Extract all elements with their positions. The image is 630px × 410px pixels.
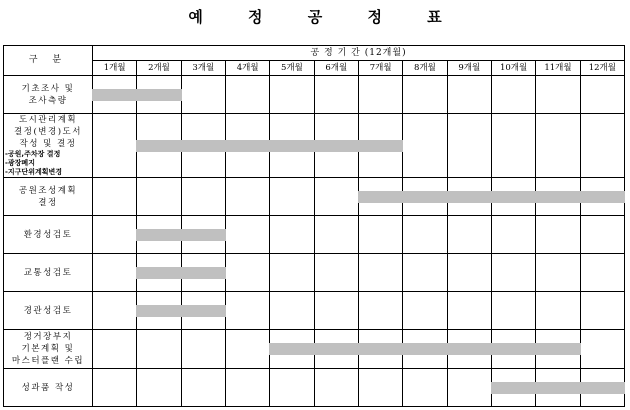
month-cell [403, 76, 447, 114]
schedule-bar [358, 140, 403, 152]
month-cell [93, 216, 137, 254]
schedule-bar [269, 343, 314, 355]
month-cell [181, 114, 225, 178]
page-title: 예 정 공 정 표 [188, 8, 462, 26]
month-cell [137, 292, 181, 330]
month-cell [314, 254, 358, 292]
schedule-bar [269, 140, 314, 152]
month-cell [491, 254, 535, 292]
month-cell [314, 216, 358, 254]
task-line: 결정 [38, 197, 58, 208]
schedule-bar [491, 382, 536, 394]
month-cell [270, 76, 314, 114]
table-row [4, 330, 625, 369]
month-cell [181, 76, 225, 114]
month-cell [137, 330, 181, 369]
month-cell [580, 292, 624, 330]
schedule-bar [314, 343, 359, 355]
schedule-bar [136, 267, 181, 279]
month-cell [181, 216, 225, 254]
month-cell [93, 114, 137, 178]
month-cell [93, 254, 137, 292]
month-cell [270, 292, 314, 330]
task-name [4, 330, 93, 369]
month-header-1: 1개월 [93, 61, 137, 76]
table-row [4, 369, 625, 407]
month-cell [225, 114, 269, 178]
month-cell [580, 216, 624, 254]
month-header-9: 9개월 [447, 61, 491, 76]
month-cell [536, 254, 580, 292]
month-cell [137, 369, 181, 407]
month-cell [491, 76, 535, 114]
month-cell [181, 178, 225, 216]
month-cell [225, 178, 269, 216]
table-row [4, 254, 625, 292]
schedule-bar [314, 140, 359, 152]
month-header-3: 3개월 [181, 61, 225, 76]
month-cell [403, 369, 447, 407]
month-cell [93, 178, 137, 216]
month-cell [270, 254, 314, 292]
schedule-bar [535, 343, 580, 355]
month-cell [270, 178, 314, 216]
task-line: 도시관리계획 [18, 115, 78, 125]
month-cell [181, 369, 225, 407]
schedule-table [3, 45, 625, 407]
schedule-bar [136, 140, 181, 152]
month-cell [491, 178, 535, 216]
month-cell [225, 216, 269, 254]
month-cell [314, 292, 358, 330]
month-header-8: 8개월 [403, 61, 447, 76]
schedule-bar [358, 343, 403, 355]
month-cell [225, 76, 269, 114]
schedule-bar [580, 191, 625, 203]
month-cell [358, 76, 402, 114]
task-line: 환경성검토 [23, 229, 73, 240]
schedule-bar [136, 305, 181, 317]
month-header-6: 6개월 [314, 61, 358, 76]
month-cell [447, 178, 491, 216]
schedule-bar [181, 267, 226, 279]
month-header-7: 7개월 [358, 61, 402, 76]
month-header-4: 4개월 [225, 61, 269, 76]
task-line: 마스터플랜 수립 [11, 356, 85, 366]
month-header-10: 10개월 [491, 61, 535, 76]
month-cell [358, 292, 402, 330]
schedule-bar [447, 191, 492, 203]
month-cell [447, 330, 491, 369]
schedule-bar [136, 89, 181, 101]
task-line: 공원조성계획 [18, 185, 78, 196]
month-cell [93, 330, 137, 369]
task-name [4, 216, 93, 254]
task-line: 경관성검토 [23, 305, 73, 316]
schedule-bar [181, 305, 226, 317]
month-cell [403, 178, 447, 216]
month-cell [491, 292, 535, 330]
schedule-bar [92, 89, 137, 101]
month-cell [181, 292, 225, 330]
month-header-2: 2개월 [137, 61, 181, 76]
month-cell [536, 216, 580, 254]
month-cell [447, 76, 491, 114]
month-cell [358, 254, 402, 292]
task-line: 정거장부지 [23, 332, 73, 342]
month-cell [358, 114, 402, 178]
month-cell [491, 330, 535, 369]
month-cell [270, 216, 314, 254]
schedule-body [4, 76, 625, 407]
month-cell [580, 369, 624, 407]
month-cell [447, 114, 491, 178]
task-name [4, 254, 93, 292]
month-cell [358, 216, 402, 254]
month-cell [314, 76, 358, 114]
month-cell [270, 114, 314, 178]
schedule-bar [136, 229, 181, 241]
month-cell [447, 254, 491, 292]
month-cell [93, 76, 137, 114]
schedule-bar [535, 191, 580, 203]
task-name [4, 114, 93, 178]
month-cell [225, 369, 269, 407]
schedule-bar [402, 343, 447, 355]
task-line: 기초조사 및 [21, 83, 75, 94]
schedule-bar [225, 140, 270, 152]
month-cell [358, 330, 402, 369]
month-cell [491, 216, 535, 254]
schedule-bar [535, 382, 580, 394]
month-cell [536, 369, 580, 407]
month-cell [580, 178, 624, 216]
schedule-bar [181, 229, 226, 241]
task-line: 성과품 작성 [21, 382, 75, 393]
schedule-bar [402, 191, 447, 203]
task-line: 기본계획 및 [21, 344, 75, 354]
month-cell [403, 254, 447, 292]
month-cell [536, 330, 580, 369]
period-header: 공 정 기 간 (12개월) [93, 46, 625, 61]
task-name [4, 369, 93, 407]
month-cell [580, 254, 624, 292]
month-cell [93, 369, 137, 407]
schedule-bar [491, 191, 536, 203]
task-subitem: -광장폐지 [5, 159, 35, 167]
month-cell [358, 178, 402, 216]
task-line: 작성 및 결정 [19, 139, 77, 149]
table-row [4, 76, 625, 114]
month-cell [580, 76, 624, 114]
month-cell [181, 330, 225, 369]
task-subitem: -공원,주차장 결정 [5, 150, 61, 158]
month-cell [181, 254, 225, 292]
month-cell [93, 292, 137, 330]
task-name [4, 178, 93, 216]
month-cell [137, 216, 181, 254]
table-row [4, 216, 625, 254]
month-cell [225, 292, 269, 330]
month-header-5: 5개월 [270, 61, 314, 76]
month-cell [314, 178, 358, 216]
month-cell [137, 114, 181, 178]
month-cell [314, 330, 358, 369]
month-header-row [4, 61, 625, 76]
month-cell [403, 330, 447, 369]
schedule-bar [447, 343, 492, 355]
schedule-bar [580, 382, 625, 394]
month-cell [137, 76, 181, 114]
month-cell [491, 369, 535, 407]
month-cell [270, 369, 314, 407]
month-cell [536, 76, 580, 114]
month-cell [137, 178, 181, 216]
month-cell [358, 369, 402, 407]
task-line: 조사측량 [28, 95, 68, 106]
month-cell [580, 330, 624, 369]
month-cell [403, 292, 447, 330]
month-cell [314, 114, 358, 178]
month-cell [491, 114, 535, 178]
month-cell [447, 292, 491, 330]
task-subitem: -지구단위계획변경 [5, 168, 63, 176]
task-line: 결정(변경)도서 [14, 127, 82, 137]
table-row [4, 114, 625, 178]
month-cell [447, 369, 491, 407]
schedule-bar [181, 140, 226, 152]
month-cell [447, 216, 491, 254]
month-cell [536, 292, 580, 330]
month-header-11: 11개월 [536, 61, 580, 76]
month-cell [536, 178, 580, 216]
task-name [4, 76, 93, 114]
month-cell [225, 254, 269, 292]
task-name [4, 292, 93, 330]
schedule-bar [358, 191, 403, 203]
table-row [4, 178, 625, 216]
month-cell [536, 114, 580, 178]
month-cell [580, 114, 624, 178]
category-header: 구 분 [4, 46, 93, 76]
month-cell [403, 114, 447, 178]
month-cell [403, 216, 447, 254]
table-row [4, 292, 625, 330]
month-cell [225, 330, 269, 369]
month-cell [270, 330, 314, 369]
month-cell [137, 254, 181, 292]
schedule-bar [491, 343, 536, 355]
month-header-12: 12개월 [580, 61, 624, 76]
month-cell [314, 369, 358, 407]
task-line: 교통성검토 [23, 267, 73, 278]
